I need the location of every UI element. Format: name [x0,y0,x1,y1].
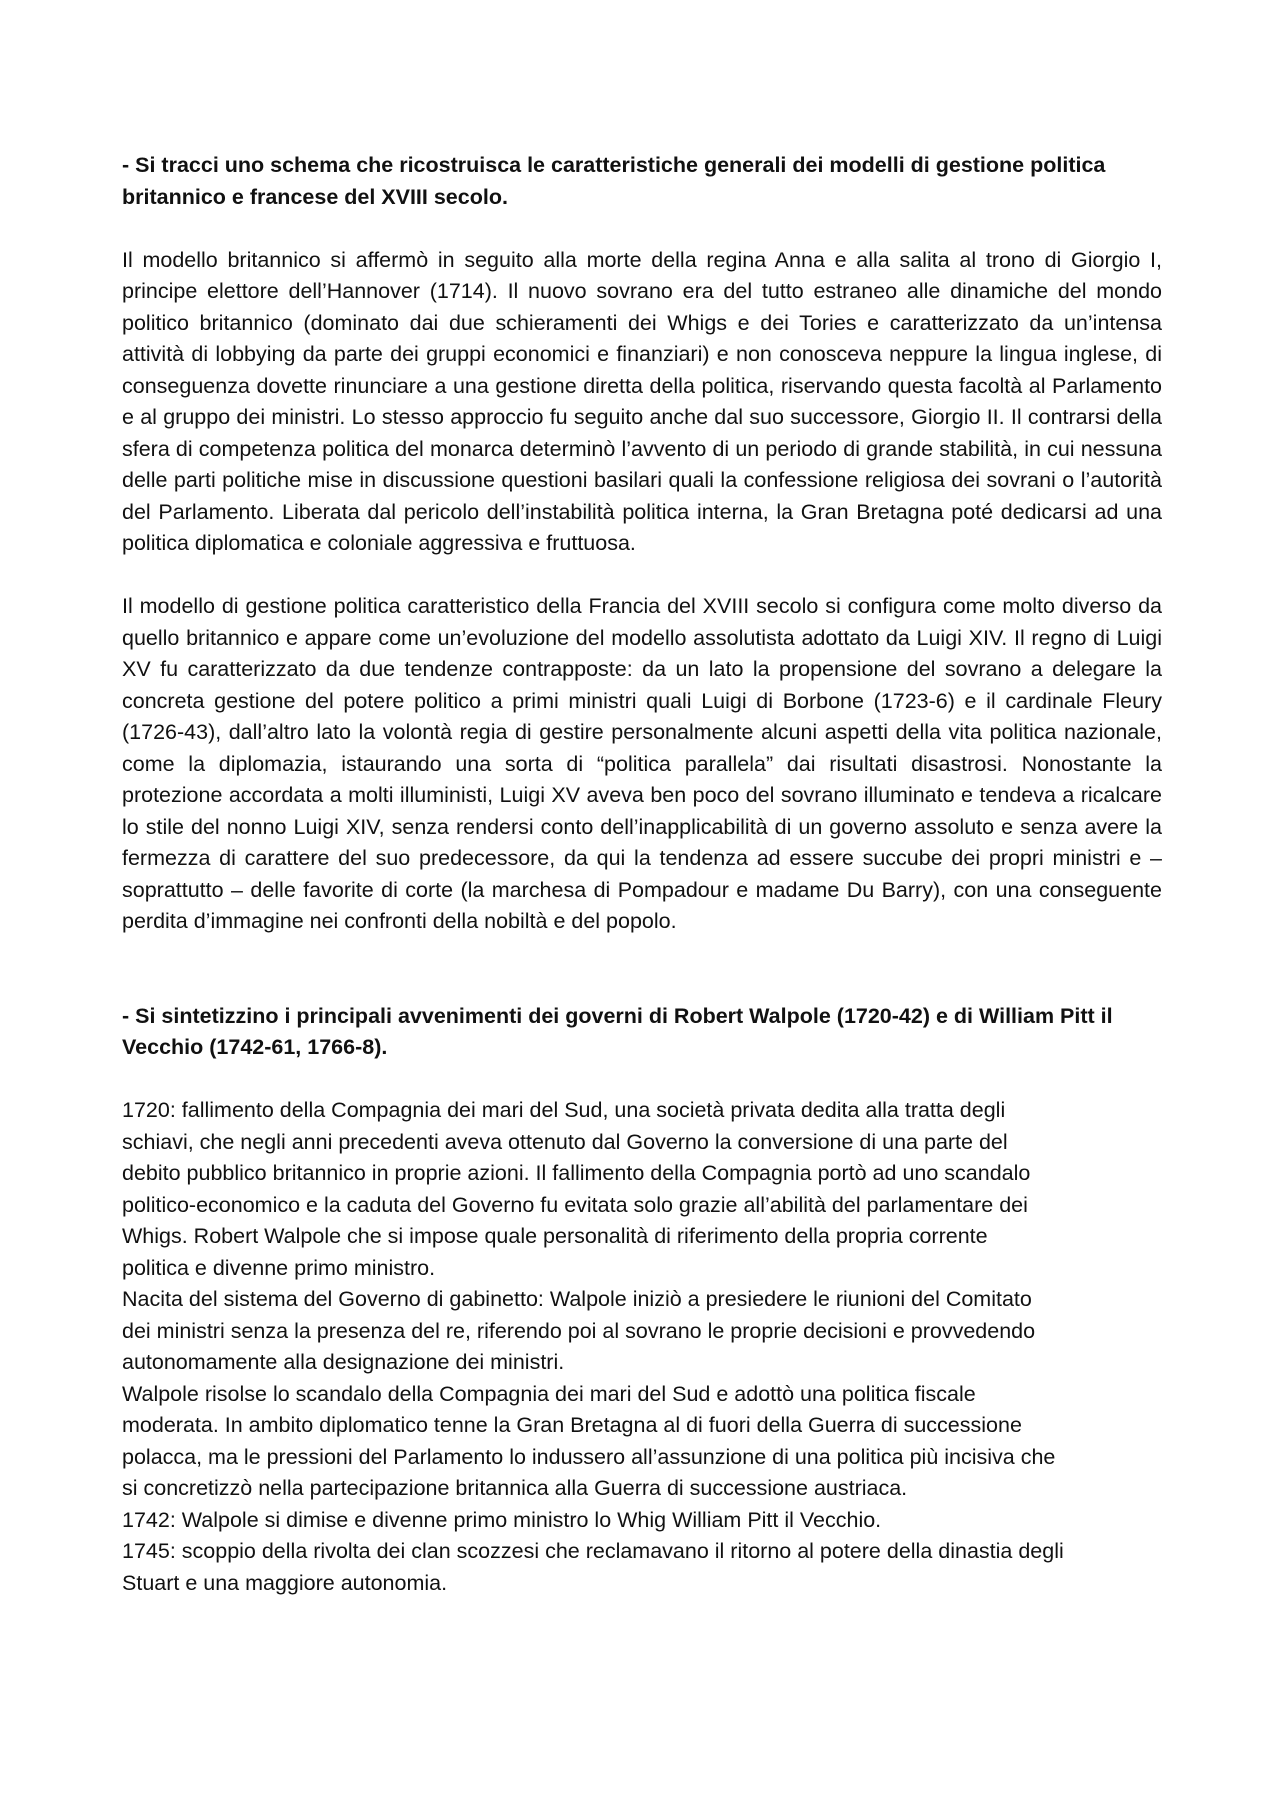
text-line: dei ministri senza la presenza del re, riferendo poi al sovrano le proprie decisioni e provvedendo [122,1318,1036,1343]
paragraph-british-model: Il modello britannico si affermò in seguito alla morte della regina Anna e alla salita al trono di Giorgio I, principe elettore dell’Hannover (1714). Il nuovo sovrano era del tutto estraneo alle dinamiche del mondo politico britannico (dominato dai due schieramenti dei Whigs e dei Tories e caratterizzato da un’intensa attività di lobbying da parte dei gruppi economici e finanziari) e non conosceva neppure la lingua inglese, di conseguenza dovette rinunciare a una gestione diretta della politica, riservando questa facoltà al Parlamento e al gruppo dei ministri. Lo stesso approccio fu seguito anche dal suo successore, Giorgio II. Il contrarsi della sfera di competenza politica del monarca determinò l’avvento di un periodo di grande stabilità, in cui nessuna delle parti politiche mise in discussione questioni basilari quali la confessione religiosa dei sovrani o l’autorità del Parlamento. Liberata dal pericolo dell’instabilità politica interna, la Gran Bretagna poté dedicarsi ad una politica diplomatica e coloniale aggressiva e fruttuosa. [122,247,1162,555]
text-line: 1745: scoppio della rivolta dei clan scozzesi che reclamavano il ritorno al potere della dinastia degli [122,1539,1064,1563]
paragraph-french-model: Il modello di gestione politica caratteristico della Francia del XVIII secolo si configura come molto diverso da quello britannico e appare come un’evoluzione del modello assolutista adottato da Luigi XIV. Il regno di Luigi XV fu caratterizzato da due tendenze contrapposte: da un lato la propensione del sovrano a delegare la concreta gestione del potere politico a primi ministri quali Luigi di Borbone (1723-6) e il cardinale Fleury (1726-43), dall’altro lato la volontà regia di gestire personalmente alcuni aspetti della vita politica nazionale, come la diplomazia, istaurando una sorta di “politica parallela” dai risultati disastrosi. Nonostante la protezione accordata a molti illuministi, Luigi XV aveva ben poco del sovrano illuminato e tendeva a ricalcare lo stile del nonno Luigi XIV, senza rendersi conto dell’inapplicabilità di un governo assoluto e senza avere la fermezza di carattere del suo predecessore, da qui la tendenza ad essere succube dei propri ministri e – soprattutto – delle favorite di corte (la marchesa di Pompadour e madame Du Barry), con una conseguente perdita d’immagine nei confronti della nobiltà e del popolo. [122,594,1162,933]
question-heading-2: - Si sintetizzino i principali avvenimenti dei governi di Robert Walpole (1720-42) e di William Pitt il Vecchio (1742-61, 1766-8). [122,1003,1113,1059]
question-heading-1: - Si tracci uno schema che ricostruisca le caratteristiche generali dei modelli di gestione politica britannico e francese del XVIII secolo. [122,153,1106,209]
text-line: moderata. In ambito diplomatico tenne la Gran Bretagna al di fuori della Guerra di successione [122,1413,1022,1437]
text-line: Stuart e una maggiore autonomia. [122,1570,448,1595]
text-line: politico-economico e la caduta del Governo fu evitata solo grazie all’abilità del parlamentare dei [122,1192,1028,1217]
text-line: Whigs. Robert Walpole che si impose quale personalità di riferimento della propria corrente [122,1224,988,1248]
text-line: politica e divenne primo ministro. [122,1255,436,1280]
text-line: si concretizzò nella partecipazione britannica alla Guerra di successione austriaca. [122,1476,908,1500]
text-line: Nacita del sistema del Governo di gabinetto: Walpole iniziò a presiedere le riunioni del Comitato [122,1287,1032,1311]
text-line: polacca, ma le pressioni del Parlamento lo indussero all’assunzione di una politica più incisiva che [122,1444,1056,1469]
document-page [122,150,1162,1599]
spacer [122,1064,1162,1096]
walpole-pitt-events [122,1095,1162,1599]
text-line: Walpole risolse lo scandalo della Compagnia dei mari del Sud e adottò una politica fiscale [122,1381,976,1406]
spacer [122,560,1162,592]
text-line: 1742: Walpole si dimise e divenne primo ministro lo Whig William Pitt il Vecchio. [122,1507,882,1532]
text-line: schiavi, che negli anni precedenti aveva ottenuto dal Governo la conversione di una parte del [122,1129,1008,1154]
spacer [122,938,1162,1001]
text-line: autonomamente alla designazione dei ministri. [122,1350,565,1374]
spacer [122,213,1162,245]
text-line: debito pubblico britannico in proprie azioni. Il fallimento della Compagnia portò ad uno scandalo [122,1161,1031,1185]
text-line: 1720: fallimento della Compagnia dei mari del Sud, una società privata dedita alla tratta degli [122,1098,1006,1122]
